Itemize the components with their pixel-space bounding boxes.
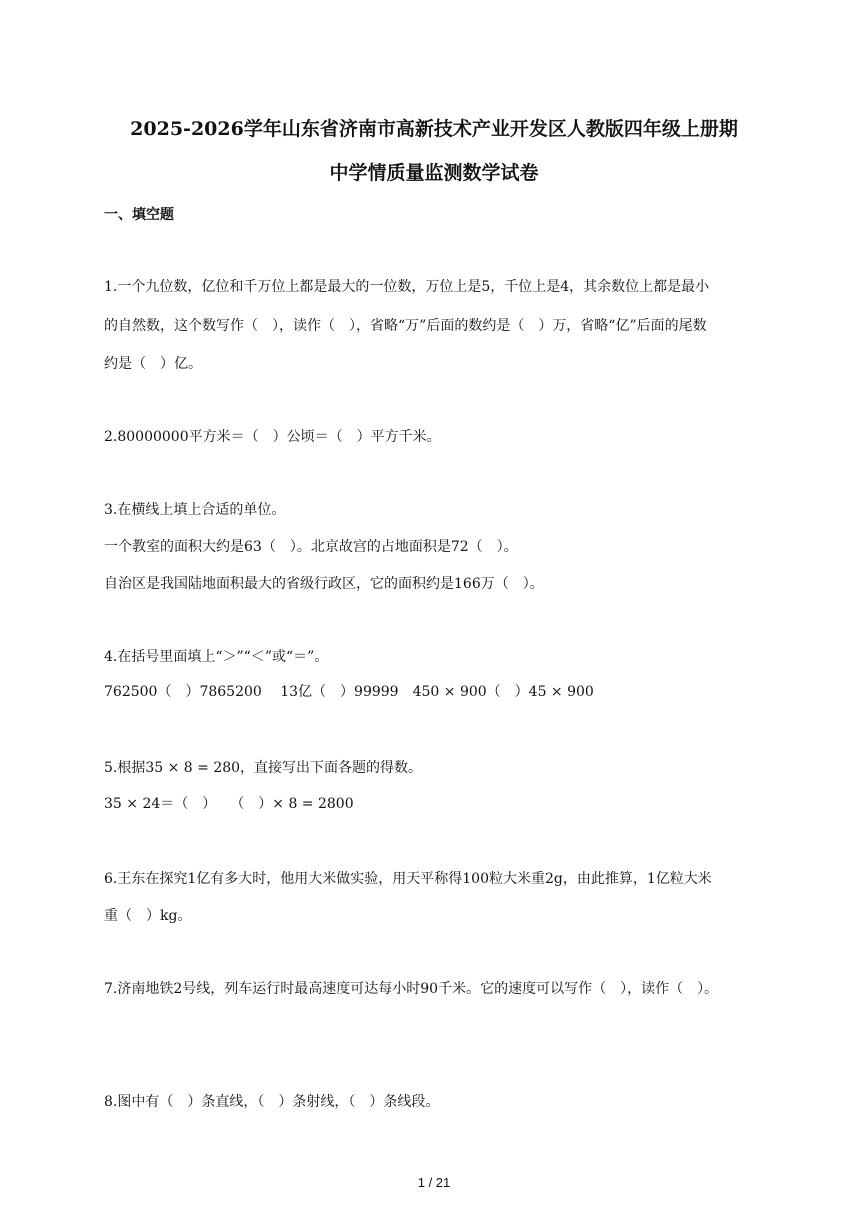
question-3-line-3: 自治区是我国陆地面积最大的省级行政区，它的面积约是166万（ ）。 [104,576,544,592]
question-6-line-1: 6.王东在探究1亿有多大时，他用大米做实验，用天平称得100粒大米重2g，由此推算，1亿粒大米 [104,871,712,887]
title-line-2: 中学情质量监测数学试卷 [329,162,539,184]
question-5-line-1: 5.根据35 × 8 = 280，直接写出下面各题的得数。 [104,760,423,776]
question-8-line-1: 8.图中有（ ）条直线，（ ）条射线，（ ）条线段。 [104,1094,440,1110]
question-7-line-1: 7.济南地铁2号线，列车运行时最高速度可达每小时90千米。它的速度可以写作（ ），读作（ ）。 [104,981,719,997]
question-2-line-1: 2.80000000平方米＝（ ）公顷＝（ ）平方千米。 [104,429,441,445]
title-line-1: 2025-2026学年山东省济南市高新技术产业开发区人教版四年级上册期 [130,118,738,140]
page-number: 1 / 21 [417,1175,451,1190]
question-5-line-2: 35 × 24＝（ ） （ ）× 8 = 2800 [104,796,354,812]
question-1-line-2: 的自然数，这个数写作（ ），读作（ ），省略“万”后面的数约是（ ）万，省略“亿”后面的尾数 [104,318,707,334]
question-1-line-3: 约是（ ）亿。 [104,356,202,372]
question-3-line-1: 3.在横线上填上合适的单位。 [104,502,286,518]
section-heading: 一、填空题 [104,207,174,223]
question-6-line-2: 重（ ）kg。 [104,908,192,924]
question-1-line-1: 1.一个九位数，亿位和千万位上都是最大的一位数，万位上是5，千位上是4，其余数位上都是最小 [104,279,710,295]
question-4-line-2: 762500（ ）7865200 13亿（ ）99999 450 × 900（ ）45 × 900 [104,684,594,700]
question-3-line-2: 一个教室的面积大约是63（ ）。北京故宫的占地面积是72（ ）。 [104,539,518,555]
question-4-line-1: 4.在括号里面填上“＞”“＜”或“＝”。 [104,649,329,665]
